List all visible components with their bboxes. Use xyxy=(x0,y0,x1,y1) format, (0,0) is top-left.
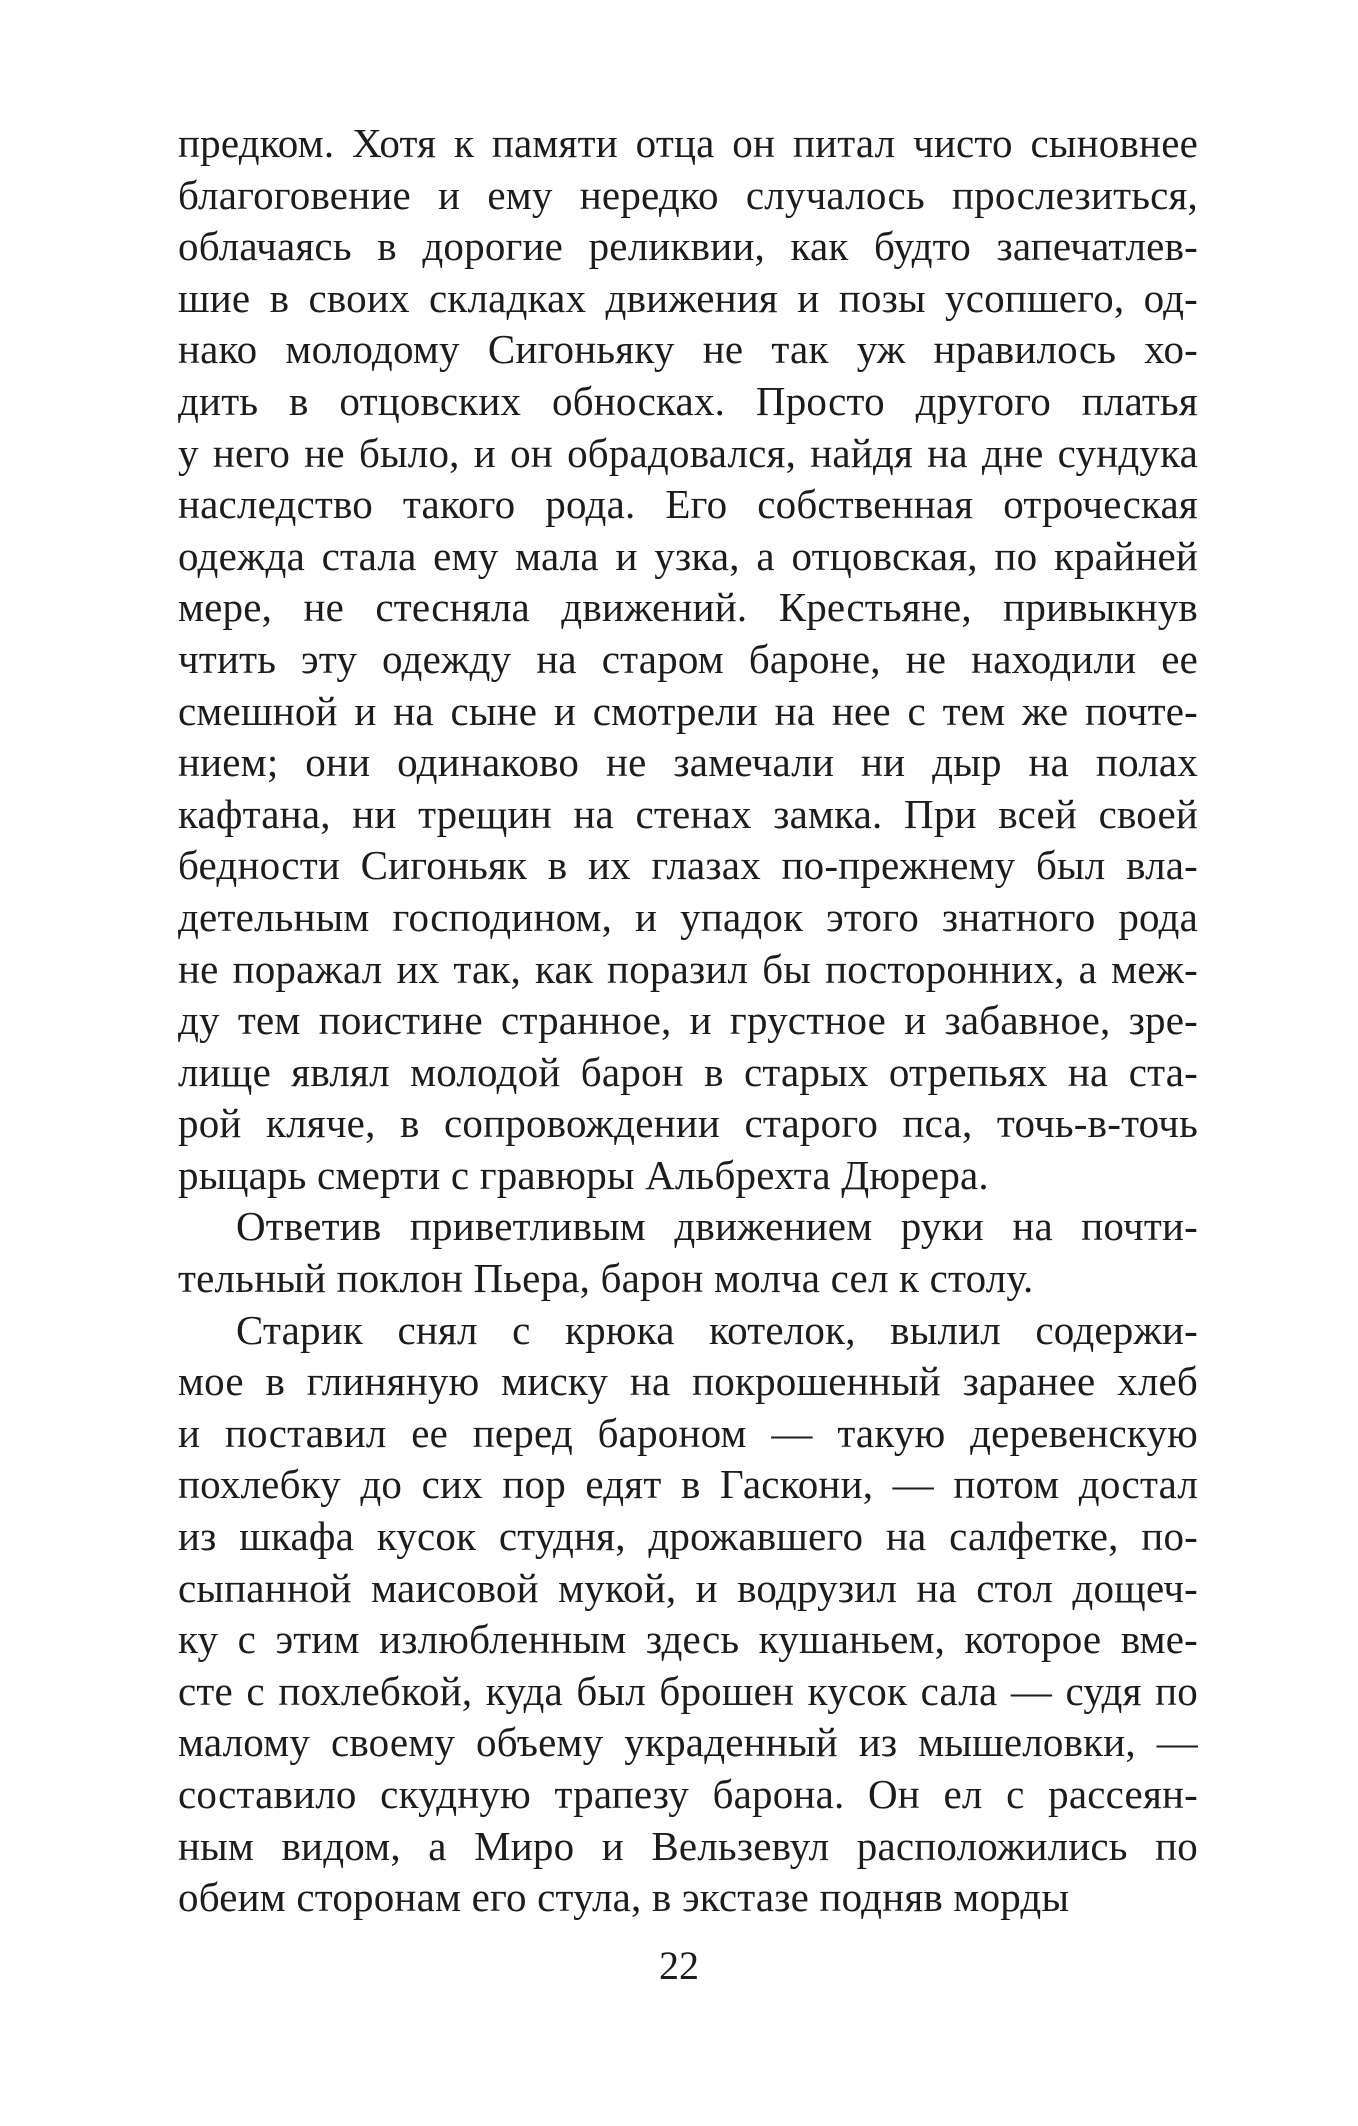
text-line: одежда стала ему мала и узка, а отцовская, по крайней xyxy=(178,532,1198,579)
text-line: рыцарь смерти с гравюры Альбрехта Дюрера. xyxy=(178,1151,989,1198)
page-number: 22 xyxy=(659,1943,699,1988)
text-line: шие в своих складках движения и позы усопшего, од- xyxy=(178,274,1198,321)
text-line: бедности Сигоньяк в их глазах по-прежнему был вла- xyxy=(178,842,1198,889)
text-line: чтить эту одежду на старом бароне, не находили ее xyxy=(178,635,1198,682)
text-line: мере, не стесняла движений. Крестьяне, привыкнув xyxy=(178,584,1198,631)
paragraph xyxy=(178,1201,1198,1304)
text-line: Старик снял с крюка котелок, вылил содержи- xyxy=(236,1306,1198,1353)
text-line: сте с похлебкой, куда был брошен кусок сала — судя по xyxy=(178,1667,1198,1714)
text-line: детельным господином, и упадок этого знатного рода xyxy=(178,893,1198,940)
page-body xyxy=(178,118,1198,1924)
text-line: ду тем поистине странное, и грустное и забавное, зре- xyxy=(178,997,1198,1044)
paragraph xyxy=(178,1305,1198,1924)
text-line: ным видом, а Миро и Вельзевул расположились по xyxy=(178,1822,1198,1869)
text-line: составило скудную трапезу барона. Он ел с рассеян- xyxy=(178,1771,1198,1817)
text-line: сыпанной маисовой мукой, и водрузил на стол дощеч- xyxy=(178,1564,1198,1611)
text-line: не поражал их так, как поразил бы посторонних, а меж- xyxy=(178,945,1198,992)
text-line: ку с этим излюбленным здесь кушаньем, которое вме- xyxy=(178,1616,1198,1663)
text-line: предком. Хотя к памяти отца он питал чисто сыновнее xyxy=(178,120,1198,166)
text-line: у него не было, и он обрадовался, найдя на дне сундука xyxy=(178,429,1198,476)
text-line: Ответив приветливым движением руки на почти- xyxy=(236,1203,1198,1250)
text-line: малому своему объему украденный из мышеловки, — xyxy=(178,1719,1198,1766)
text-line: дить в отцовских обносках. Просто другого платья xyxy=(178,377,1198,424)
text-line: и поставил ее перед бароном — такую деревенскую xyxy=(178,1409,1198,1456)
text-line: тельный поклон Пьера, барон молча сел к столу. xyxy=(178,1255,1034,1302)
text-line: смешной и на сыне и смотрели на нее с тем же почте- xyxy=(178,687,1198,734)
text-line: похлебку до сих пор едят в Гаскони, — потом достал xyxy=(178,1461,1198,1508)
text-line: кафтана, ни трещин на стенах замка. При всей своей xyxy=(178,790,1198,837)
text-line: нием; они одинаково не замечали ни дыр на полах xyxy=(178,739,1198,786)
text-line: благоговение и ему нередко случалось прослезиться, xyxy=(178,171,1198,218)
paragraph xyxy=(178,118,1198,1201)
text-line: лище являл молодой барон в старых отрепьях на ста- xyxy=(178,1048,1198,1095)
text-line: наследство такого рода. Его собственная отроческая xyxy=(178,481,1198,528)
text-line: из шкафа кусок студня, дрожавшего на салфетке, по- xyxy=(178,1513,1198,1560)
text-line: мое в глиняную миску на покрошенный заранее хлеб xyxy=(178,1358,1198,1405)
text-line: обеим сторонам его стула, в экстазе подняв морды xyxy=(178,1874,1070,1921)
text-line: нако молодому Сигоньяку не так уж нравилось хо- xyxy=(178,326,1198,373)
text-line: рой кляче, в сопровождении старого пса, точь-в-точь xyxy=(178,1100,1198,1147)
text-line: облачаясь в дорогие реликвии, как будто запечатлев- xyxy=(178,223,1198,270)
